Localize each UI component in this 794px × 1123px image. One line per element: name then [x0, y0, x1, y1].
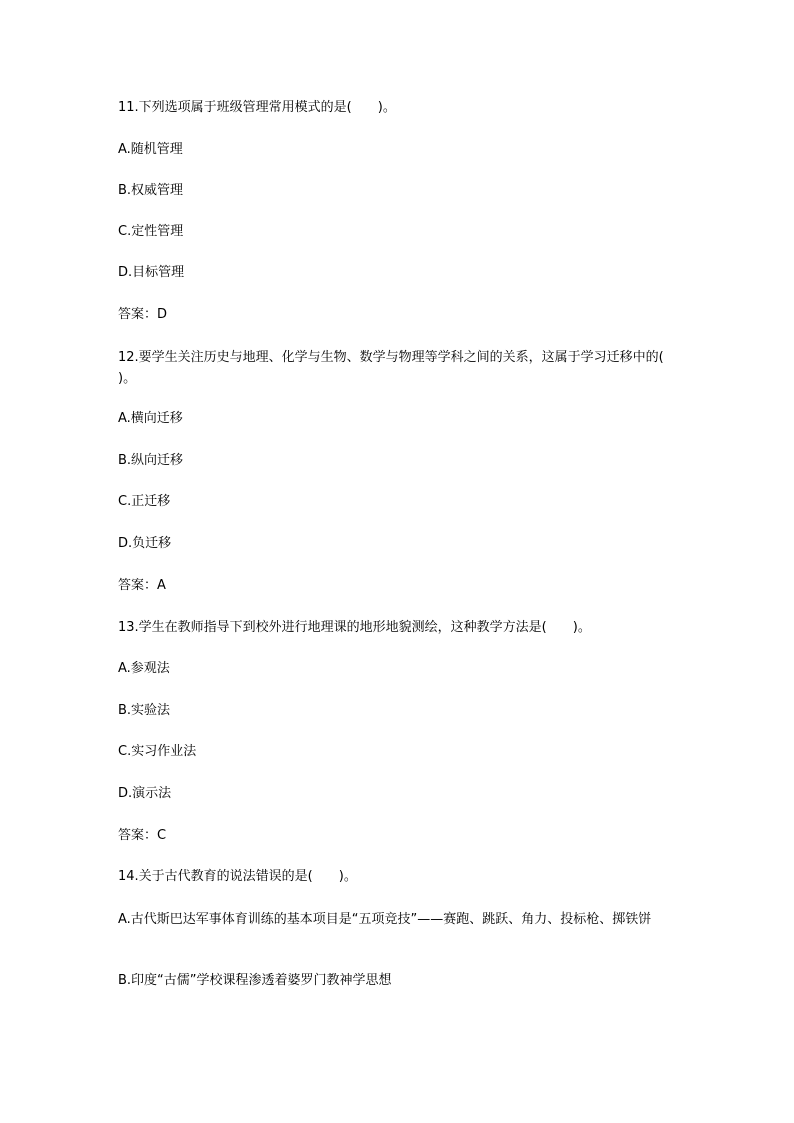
question-11-stem: 11.下列选项属于班级管理常用模式的是( )。: [118, 100, 396, 115]
question-12-stem: 12.要学生关注历史与地理、化学与生物、数学与物理等学科之间的关系，这属于学习迁移中的( )。: [118, 350, 690, 386]
question-11-option-d: D.目标管理: [118, 265, 185, 280]
question-14-option-a: A.古代斯巴达军事体育训练的基本项目是“五项竞技”——赛跑、跳跃、角力、投标枪、掷铁饼: [118, 912, 652, 927]
question-12-answer: 答案：A: [118, 578, 166, 593]
question-13-answer: 答案：C: [118, 828, 167, 843]
question-11-option-b: B.权威管理: [118, 183, 184, 198]
question-13-option-c: C.实习作业法: [118, 744, 197, 759]
question-12-option-a: A.横向迁移: [118, 411, 183, 426]
question-12-option-c: C.正迁移: [118, 494, 171, 509]
question-11-option-c: C.定性管理: [118, 224, 184, 239]
question-13-option-a: A.参观法: [118, 661, 170, 676]
question-13-stem: 13.学生在教师指导下到校外进行地理课的地形地貌测绘，这种教学方法是( )。: [118, 620, 591, 635]
question-13-option-d: D.演示法: [118, 786, 172, 801]
question-14-stem: 14.关于古代教育的说法错误的是( )。: [118, 869, 357, 884]
question-11-answer: 答案：D: [118, 307, 168, 322]
question-12-option-d: D.负迁移: [118, 536, 172, 551]
question-13-option-b: B.实验法: [118, 703, 171, 718]
question-11-option-a: A.随机管理: [118, 142, 183, 157]
question-12-option-b: B.纵向迁移: [118, 453, 184, 468]
question-14-option-b: B.印度“古儒”学校课程渗透着婆罗门教神学思想: [118, 973, 392, 988]
